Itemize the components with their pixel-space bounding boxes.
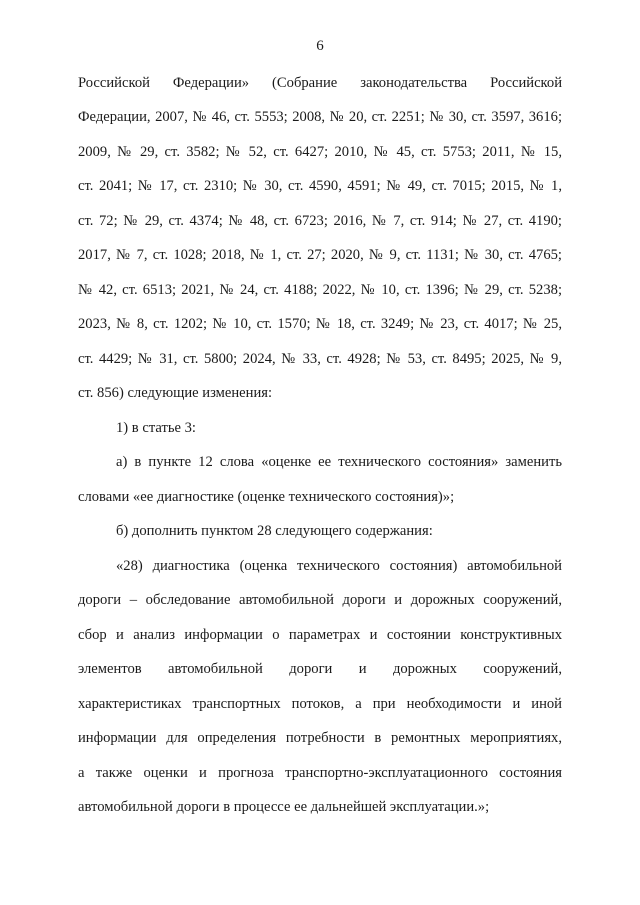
text-line-22: автомобильной дороги в процессе ее дальнейшей эксплуатации.»; bbox=[78, 799, 490, 815]
text-line-18: элементов автомобильной дороги и дорожных сооружений, bbox=[78, 661, 562, 677]
text-line-16: дороги – обследование автомобильной дороги и дорожных сооружений, bbox=[78, 592, 562, 608]
text-line-3: 2009, № 29, ст. 3582; № 52, ст. 6427; 2010, № 45, ст. 5753; 2011, № 15, bbox=[78, 144, 562, 160]
text-line-12: а) в пункте 12 слова «оценке ее технического состояния» заменить bbox=[116, 454, 562, 470]
text-line-10: ст. 856) следующие изменения: bbox=[78, 385, 273, 401]
text-line-20: информации для определения потребности в ремонтных мероприятиях, bbox=[78, 730, 562, 746]
text-line-17: сбор и анализ информации о параметрах и состоянии конструктивных bbox=[78, 627, 562, 643]
text-line-19: характеристиках транспортных потоков, а при необходимости и иной bbox=[78, 696, 562, 712]
text-line-13: словами «ее диагностике (оценке технического состояния)»; bbox=[78, 489, 455, 505]
text-line-2: Федерации, 2007, № 46, ст. 5553; 2008, № 20, ст. 2251; № 30, ст. 3597, 3616; bbox=[78, 109, 562, 125]
text-line-6: 2017, № 7, ст. 1028; 2018, № 1, ст. 27; 2020, № 9, ст. 1131; № 30, ст. 4765; bbox=[78, 247, 562, 263]
text-line-21: а также оценки и прогноза транспортно-эксплуатационного состояния bbox=[78, 765, 562, 781]
text-line-8: 2023, № 8, ст. 1202; № 10, ст. 1570; № 18, ст. 3249; № 23, ст. 4017; № 25, bbox=[78, 316, 562, 332]
text-line-11: 1) в статье 3: bbox=[116, 420, 196, 436]
text-line-7: № 42, ст. 6513; 2021, № 24, ст. 4188; 2022, № 10, ст. 1396; № 29, ст. 5238; bbox=[78, 282, 562, 298]
text-line-14: б) дополнить пунктом 28 следующего содержания: bbox=[116, 523, 433, 539]
text-line-15: «28) диагностика (оценка технического состояния) автомобильной bbox=[116, 558, 562, 574]
page-number: 6 bbox=[316, 38, 324, 54]
text-line-4: ст. 2041; № 17, ст. 2310; № 30, ст. 4590, 4591; № 49, ст. 7015; 2015, № 1, bbox=[78, 178, 562, 194]
text-line-1: Российской Федерации» (Собрание законодательства Российской bbox=[78, 75, 562, 91]
text-line-9: ст. 4429; № 31, ст. 5800; 2024, № 33, ст. 4928; № 53, ст. 8495; 2025, № 9, bbox=[78, 351, 562, 367]
text-line-5: ст. 72; № 29, ст. 4374; № 48, ст. 6723; 2016, № 7, ст. 914; № 27, ст. 4190; bbox=[78, 213, 562, 229]
